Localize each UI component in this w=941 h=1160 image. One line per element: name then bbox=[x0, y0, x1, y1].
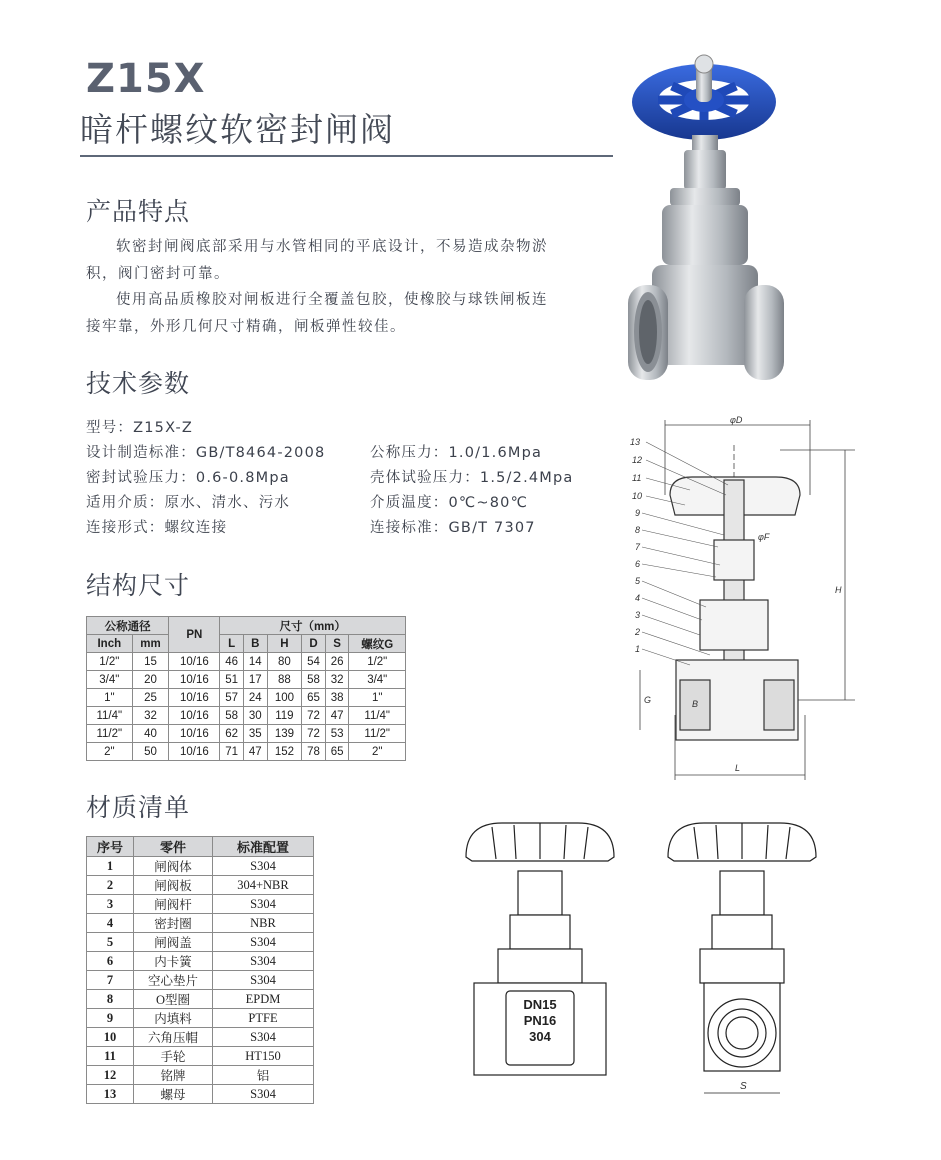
table-cell: 空心垫片 bbox=[134, 971, 213, 990]
table-row bbox=[87, 1066, 314, 1085]
table-cell: 88 bbox=[267, 671, 302, 689]
table-cell: 10/16 bbox=[169, 653, 220, 671]
table-row bbox=[87, 876, 314, 895]
table-cell: 304+NBR bbox=[213, 876, 314, 895]
table-cell: 47 bbox=[325, 707, 349, 725]
spec-right-2: 壳体试验压力：1.5/2.4Mpa bbox=[370, 470, 574, 486]
table-cell: 3 bbox=[87, 895, 134, 914]
table-cell: 11/4" bbox=[87, 707, 133, 725]
part-label-10: 10 bbox=[632, 491, 643, 501]
table-cell: 47 bbox=[244, 743, 268, 761]
spec-right-4: 连接标准：GB/T 7307 bbox=[370, 520, 536, 536]
table-cell: 80 bbox=[267, 653, 302, 671]
body-mark-pn: PN16 bbox=[523, 1013, 557, 1028]
table-cell: 闸阀板 bbox=[134, 876, 213, 895]
table-cell: 15 bbox=[132, 653, 169, 671]
table-row bbox=[87, 1047, 314, 1066]
table-cell: 57 bbox=[220, 689, 244, 707]
table-row bbox=[87, 743, 406, 761]
table-row bbox=[87, 990, 314, 1009]
table-cell: 内填料 bbox=[134, 1009, 213, 1028]
table-cell: 5 bbox=[87, 933, 134, 952]
col-header-d: D bbox=[302, 635, 326, 653]
table-cell: 10 bbox=[87, 1028, 134, 1047]
col-header-g: 螺纹G bbox=[349, 635, 406, 653]
front-view-drawing bbox=[462, 815, 618, 1085]
table-cell: 119 bbox=[267, 707, 302, 725]
table-cell: 40 bbox=[132, 725, 169, 743]
features-heading: 产品特点 bbox=[86, 197, 191, 226]
table-cell: 密封圈 bbox=[134, 914, 213, 933]
table-row bbox=[87, 689, 406, 707]
table-cell: 8 bbox=[87, 990, 134, 1009]
body-mark-dn: DN15 bbox=[523, 997, 557, 1012]
spec-left-1: 设计制造标准：GB/T8464-2008 bbox=[86, 445, 326, 461]
table-cell: 2" bbox=[87, 743, 133, 761]
table-cell: 闸阀体 bbox=[134, 857, 213, 876]
table-cell: PTFE bbox=[213, 1009, 314, 1028]
table-cell: 46 bbox=[220, 653, 244, 671]
table-cell: 1/2" bbox=[87, 653, 133, 671]
group-dims-header: 尺寸（mm） bbox=[220, 617, 406, 635]
table-row bbox=[87, 671, 406, 689]
table-cell: 30 bbox=[244, 707, 268, 725]
spec-left-3: 适用介质：原水、清水、污水 bbox=[86, 495, 291, 511]
table-cell: 152 bbox=[267, 743, 302, 761]
table-cell: S304 bbox=[213, 971, 314, 990]
col-header-l: L bbox=[220, 635, 244, 653]
table-row bbox=[87, 914, 314, 933]
part-label-5: 5 bbox=[635, 576, 641, 586]
table-cell: 闸阀盖 bbox=[134, 933, 213, 952]
table-cell: 35 bbox=[244, 725, 268, 743]
table-cell: 1 bbox=[87, 857, 134, 876]
side-view-drawing bbox=[664, 815, 824, 1100]
spec-right-3: 介质温度：0℃~80℃ bbox=[370, 495, 529, 511]
spec-right-1: 公称压力：1.0/1.6Mpa bbox=[370, 445, 543, 461]
feature-paragraph-1: 软密封闸阀底部采用与水管相同的平底设计，不易造成杂物淤积，阀门密封可靠。 bbox=[86, 239, 548, 282]
mat-col-index: 序号 bbox=[87, 837, 134, 857]
table-cell: 1" bbox=[87, 689, 133, 707]
table-cell: 100 bbox=[267, 689, 302, 707]
table-cell: 26 bbox=[325, 653, 349, 671]
table-row bbox=[87, 1028, 314, 1047]
table-cell: 65 bbox=[325, 743, 349, 761]
model-line: 型号：Z15X-Z bbox=[86, 420, 194, 436]
part-label-12: 12 bbox=[632, 455, 643, 465]
table-cell: S304 bbox=[213, 895, 314, 914]
table-cell: 54 bbox=[302, 653, 326, 671]
table-cell: 51 bbox=[220, 671, 244, 689]
table-cell: 7 bbox=[87, 971, 134, 990]
dim-label-s: S bbox=[740, 1081, 747, 1092]
part-label-8: 8 bbox=[635, 525, 641, 535]
table-cell: 10/16 bbox=[169, 671, 220, 689]
table-cell: 2 bbox=[87, 876, 134, 895]
product-name: 暗杆螺纹软密封闸阀 bbox=[80, 110, 395, 149]
table-cell: 72 bbox=[302, 707, 326, 725]
dim-label-g: G bbox=[644, 695, 652, 705]
materials-heading: 材质清单 bbox=[86, 793, 191, 822]
tech-heading: 技术参数 bbox=[86, 369, 191, 398]
part-label-6: 6 bbox=[635, 559, 641, 569]
inch-header: Inch bbox=[87, 635, 133, 653]
table-cell: EPDM bbox=[213, 990, 314, 1009]
part-label-7: 7 bbox=[635, 542, 641, 552]
table-cell: S304 bbox=[213, 1028, 314, 1047]
col-header-s: S bbox=[325, 635, 349, 653]
table-cell: 1" bbox=[349, 689, 406, 707]
table-cell: 58 bbox=[302, 671, 326, 689]
table-cell: 13 bbox=[87, 1085, 134, 1104]
table-cell: 62 bbox=[220, 725, 244, 743]
mat-col-material: 标准配置 bbox=[213, 837, 314, 857]
table-cell: 32 bbox=[325, 671, 349, 689]
col-header-h: H bbox=[267, 635, 302, 653]
mat-col-part: 零件 bbox=[134, 837, 213, 857]
dim-label-f: φF bbox=[758, 532, 770, 542]
product-photo bbox=[622, 40, 792, 390]
structure-heading: 结构尺寸 bbox=[86, 571, 191, 600]
col-header-b: B bbox=[244, 635, 268, 653]
table-cell: 3/4" bbox=[87, 671, 133, 689]
table-row bbox=[87, 952, 314, 971]
feature-paragraph-2: 使用高品质橡胶对闸板进行全覆盖包胶，使橡胶与球铁闸板连接牢靠，外形几何尺寸精确，闸板弹性较佳。 bbox=[86, 292, 548, 335]
table-row bbox=[87, 895, 314, 914]
table-cell: 4 bbox=[87, 914, 134, 933]
table-cell: 78 bbox=[302, 743, 326, 761]
table-cell: 六角压帽 bbox=[134, 1028, 213, 1047]
table-cell: S304 bbox=[213, 933, 314, 952]
table-cell: 32 bbox=[132, 707, 169, 725]
dim-label-h: H bbox=[835, 585, 842, 595]
materials-table bbox=[86, 836, 314, 1104]
table-cell: NBR bbox=[213, 914, 314, 933]
table-row bbox=[87, 653, 406, 671]
handwheel-icon bbox=[632, 55, 776, 140]
table-cell: 10/16 bbox=[169, 707, 220, 725]
mm-header: mm bbox=[132, 635, 169, 653]
table-cell: 铝 bbox=[213, 1066, 314, 1085]
table-cell: 10/16 bbox=[169, 689, 220, 707]
dim-label-l: L bbox=[735, 763, 741, 773]
table-cell: 手轮 bbox=[134, 1047, 213, 1066]
table-cell: 17 bbox=[244, 671, 268, 689]
table-cell: 71 bbox=[220, 743, 244, 761]
table-cell: 11 bbox=[87, 1047, 134, 1066]
table-cell: S304 bbox=[213, 952, 314, 971]
table-cell: 72 bbox=[302, 725, 326, 743]
body-mark-material: 304 bbox=[529, 1029, 551, 1044]
table-cell: 1/2" bbox=[349, 653, 406, 671]
table-cell: 14 bbox=[244, 653, 268, 671]
table-cell: 内卡簧 bbox=[134, 952, 213, 971]
table-cell: 10/16 bbox=[169, 743, 220, 761]
section-drawing bbox=[630, 415, 855, 785]
table-cell: S304 bbox=[213, 857, 314, 876]
table-cell: 6 bbox=[87, 952, 134, 971]
table-cell: S304 bbox=[213, 1085, 314, 1104]
table-cell: 铭牌 bbox=[134, 1066, 213, 1085]
spec-left-2: 密封试验压力：0.6-0.8Mpa bbox=[86, 470, 290, 486]
table-cell: 53 bbox=[325, 725, 349, 743]
table-row bbox=[87, 1085, 314, 1104]
table-cell: 11/2" bbox=[87, 725, 133, 743]
table-cell: 24 bbox=[244, 689, 268, 707]
table-cell: 11/4" bbox=[349, 707, 406, 725]
table-cell: 20 bbox=[132, 671, 169, 689]
table-cell: 12 bbox=[87, 1066, 134, 1085]
table-cell: 11/2" bbox=[349, 725, 406, 743]
table-row bbox=[87, 971, 314, 990]
part-label-1: 1 bbox=[635, 644, 641, 654]
part-label-11: 11 bbox=[632, 473, 642, 483]
table-row bbox=[87, 857, 314, 876]
table-cell: 50 bbox=[132, 743, 169, 761]
table-cell: 2" bbox=[349, 743, 406, 761]
valve-body-icon bbox=[628, 135, 784, 380]
table-cell: 58 bbox=[220, 707, 244, 725]
table-cell: 闸阀杆 bbox=[134, 895, 213, 914]
table-row bbox=[87, 707, 406, 725]
part-label-3: 3 bbox=[635, 610, 641, 620]
table-row bbox=[87, 1009, 314, 1028]
table-cell: HT150 bbox=[213, 1047, 314, 1066]
group-nominal-header: 公称通径 bbox=[87, 617, 169, 635]
table-cell: 139 bbox=[267, 725, 302, 743]
table-cell: 65 bbox=[302, 689, 326, 707]
part-label-13: 13 bbox=[630, 437, 641, 447]
pn-header: PN bbox=[169, 617, 220, 653]
dim-label-d: φD bbox=[730, 415, 743, 425]
table-row bbox=[87, 933, 314, 952]
dimension-table bbox=[86, 616, 406, 761]
part-label-4: 4 bbox=[635, 593, 641, 603]
table-cell: O型圈 bbox=[134, 990, 213, 1009]
spec-left-4: 连接形式：螺纹连接 bbox=[86, 520, 228, 536]
table-row bbox=[87, 725, 406, 743]
part-label-9: 9 bbox=[635, 508, 641, 518]
table-cell: 9 bbox=[87, 1009, 134, 1028]
table-cell: 38 bbox=[325, 689, 349, 707]
title-divider bbox=[80, 155, 613, 157]
table-cell: 螺母 bbox=[134, 1085, 213, 1104]
table-cell: 10/16 bbox=[169, 725, 220, 743]
table-cell: 25 bbox=[132, 689, 169, 707]
dim-label-b: B bbox=[692, 699, 699, 709]
model-code: Z15X bbox=[86, 56, 206, 102]
table-cell: 3/4" bbox=[349, 671, 406, 689]
part-label-2: 2 bbox=[635, 627, 641, 637]
